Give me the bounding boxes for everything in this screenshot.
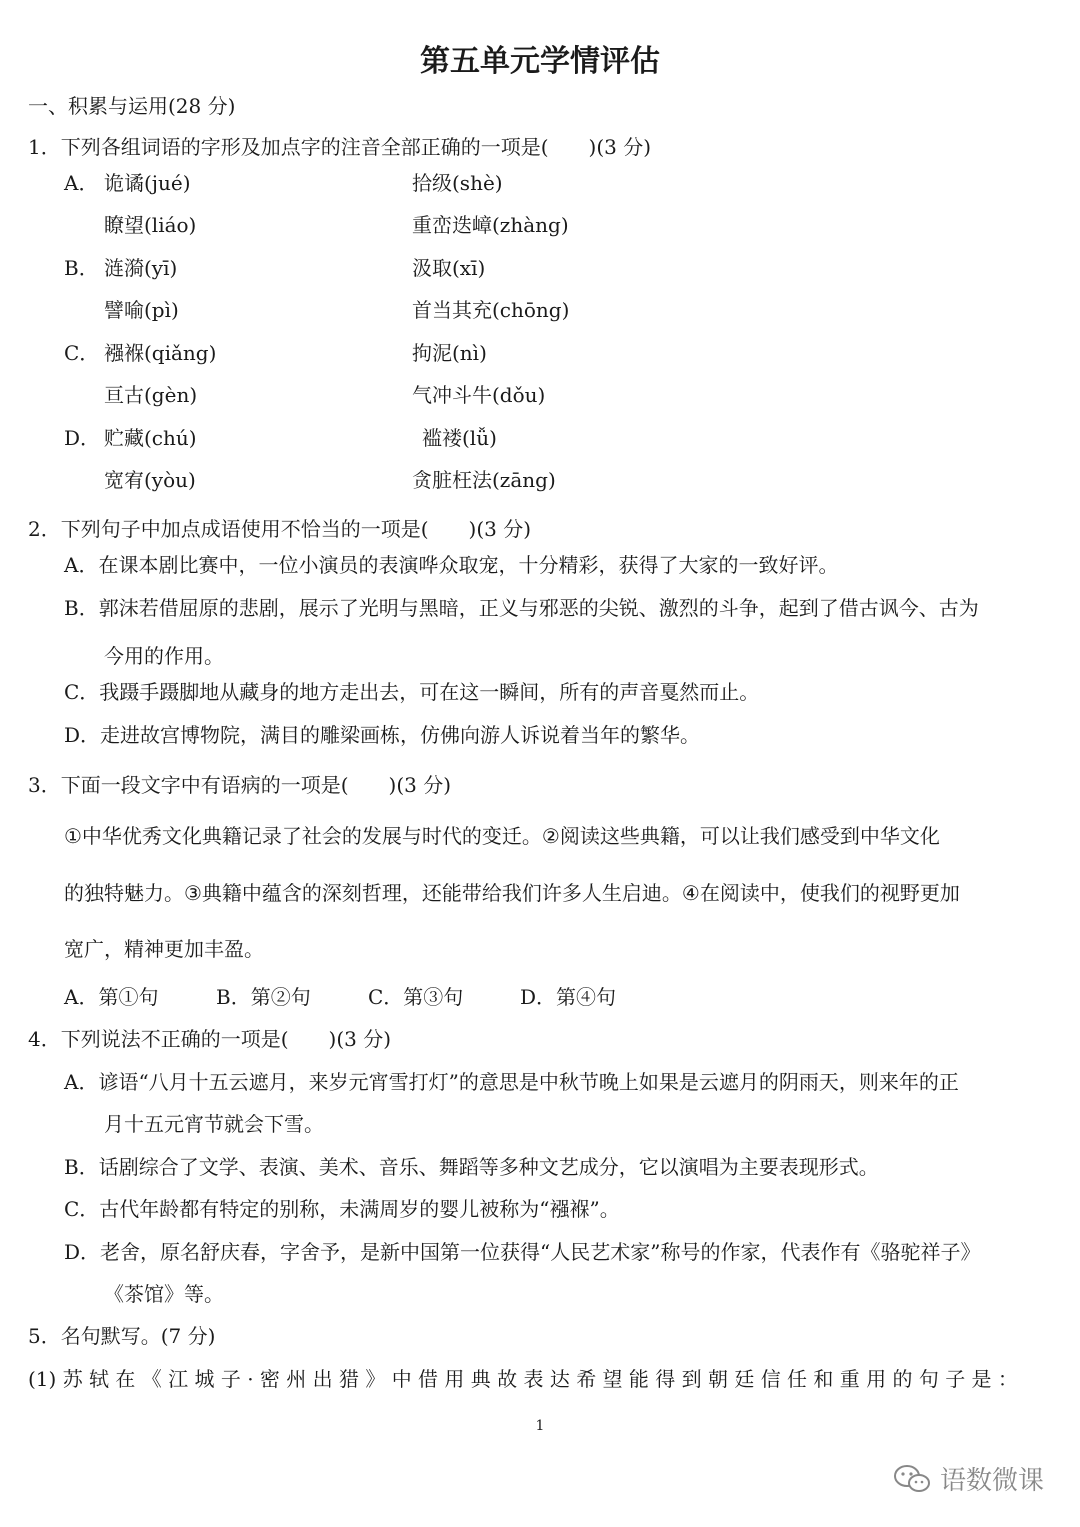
q3-option-c: C．第③句 — [368, 985, 464, 1009]
q1-option-d-word3: 宽宥(yòu) — [104, 468, 196, 492]
q1-option-d-word4: 贪脏枉法(zāng) — [412, 468, 556, 492]
q4-option-a-line2: 月十五元宵节就会下雪。 — [104, 1112, 324, 1136]
q1-option-b-word1: 涟漪(yī) — [104, 256, 178, 280]
q1-option-c-word4: 气冲斗牛(dǒu) — [412, 383, 546, 407]
q1-option-a-word4: 重峦迭嶂(zhàng) — [412, 213, 569, 237]
watermark — [892, 1460, 1044, 1497]
q1-option-d-word2: 褴褛(lǚ) — [422, 426, 497, 450]
question-3-stem: 3．下面一段文字中有语病的一项是( )(3 分) — [28, 773, 452, 797]
question-5-stem: 5．名句默写。(7 分) — [28, 1324, 216, 1348]
q2-option-b-line1: B．郭沫若借屈原的悲剧，展示了光明与黑暗，正义与邪恶的尖锐、激烈的斗争，起到了借古讽今、古为 — [64, 596, 979, 620]
q4-option-d-line2: 《茶馆》等。 — [104, 1282, 224, 1306]
section-heading: 一、积累与运用(28 分) — [28, 94, 236, 118]
q5-item-1: (1) 苏 轼 在 《 江 城 子 · 密 州 出 猎 》 中 借 用 典 故 表 达 希 望 能 得 到 朝 廷 信 任 和 重 用 的 句 子 是 ： — [28, 1367, 1018, 1391]
q1-option-b-word4: 首当其充(chōng) — [412, 298, 570, 322]
q3-option-b: B．第②句 — [216, 985, 311, 1009]
question-1-stem: 1．下列各组词语的字形及加点字的注音全部正确的一项是( )(3 分) — [28, 135, 652, 159]
q1-option-b-word2: 汲取(xī) — [412, 256, 486, 280]
page-title: 第五单元学情评估 — [420, 44, 660, 79]
watermark-text: 语数微课 — [939, 1466, 1044, 1496]
question-2-stem: 2．下列句子中加点成语使用不恰当的一项是( )(3 分) — [28, 517, 532, 541]
q4-option-c: C．古代年龄都有特定的别称，未满周岁的婴儿被称为“襁褓”。 — [64, 1197, 620, 1221]
q1-option-a-word3: 瞭望(liáo) — [104, 213, 197, 237]
q1-option-a-word2: 拾级(shè) — [412, 171, 503, 195]
q2-option-c: C．我蹑手蹑脚地从藏身的地方走出去，可在这一瞬间，所有的声音戛然而止。 — [64, 680, 760, 704]
q4-option-d-line1: D．老舍，原名舒庆春，字舍予，是新中国第一位获得“人民艺术家”称号的作家，代表作有《骆驼祥子》 — [64, 1240, 981, 1264]
q1-option-b-word3: 譬喻(pì) — [104, 298, 179, 322]
q1-option-c-label: C． — [64, 341, 100, 365]
q1-option-d-label: D． — [64, 426, 101, 450]
q1-option-d-word1: 贮藏(chú) — [104, 426, 197, 450]
wechat-icon — [892, 1463, 932, 1495]
q3-passage-line2: 的独特魅力。③典籍中蕴含的深刻哲理，还能带给我们许多人生启迪。④在阅读中，使我们的视野更加 — [64, 881, 960, 905]
q1-option-c-word1: 襁褓(qiǎng) — [104, 341, 217, 365]
q3-option-d: D．第④句 — [520, 985, 617, 1009]
q1-option-c-word2: 拘泥(nì) — [412, 341, 487, 365]
q3-passage-line3: 宽广，精神更加丰盈。 — [64, 937, 264, 961]
q2-option-b-line2: 今用的作用。 — [104, 644, 224, 668]
q1-option-a-word1: 诡谲(jué) — [104, 171, 191, 195]
q1-option-a-label: A． — [64, 171, 99, 195]
q2-option-d: D．走进故宫博物院，满目的雕梁画栋，仿佛向游人诉说着当年的繁华。 — [64, 723, 701, 747]
q3-option-a: A．第①句 — [64, 985, 159, 1009]
q1-option-c-word3: 亘古(gèn) — [104, 383, 198, 407]
q1-option-b-label: B． — [64, 256, 99, 280]
page-number: 1 — [535, 1418, 545, 1434]
question-4-stem: 4．下列说法不正确的一项是( )(3 分) — [28, 1027, 392, 1051]
q4-option-a-line1: A．谚语“八月十五云遮月，来岁元宵雪打灯”的意思是中秋节晚上如果是云遮月的阴雨天，则来年的正 — [64, 1070, 959, 1094]
q3-passage-line1: ①中华优秀文化典籍记录了社会的发展与时代的变迁。②阅读这些典籍，可以让我们感受到中华文化 — [64, 824, 940, 848]
q4-option-b: B．话剧综合了文学、表演、美术、音乐、舞蹈等多种文艺成分，它以演唱为主要表现形式。 — [64, 1155, 879, 1179]
q2-option-a: A．在课本剧比赛中，一位小演员的表演哗众取宠，十分精彩，获得了大家的一致好评。 — [64, 553, 839, 577]
